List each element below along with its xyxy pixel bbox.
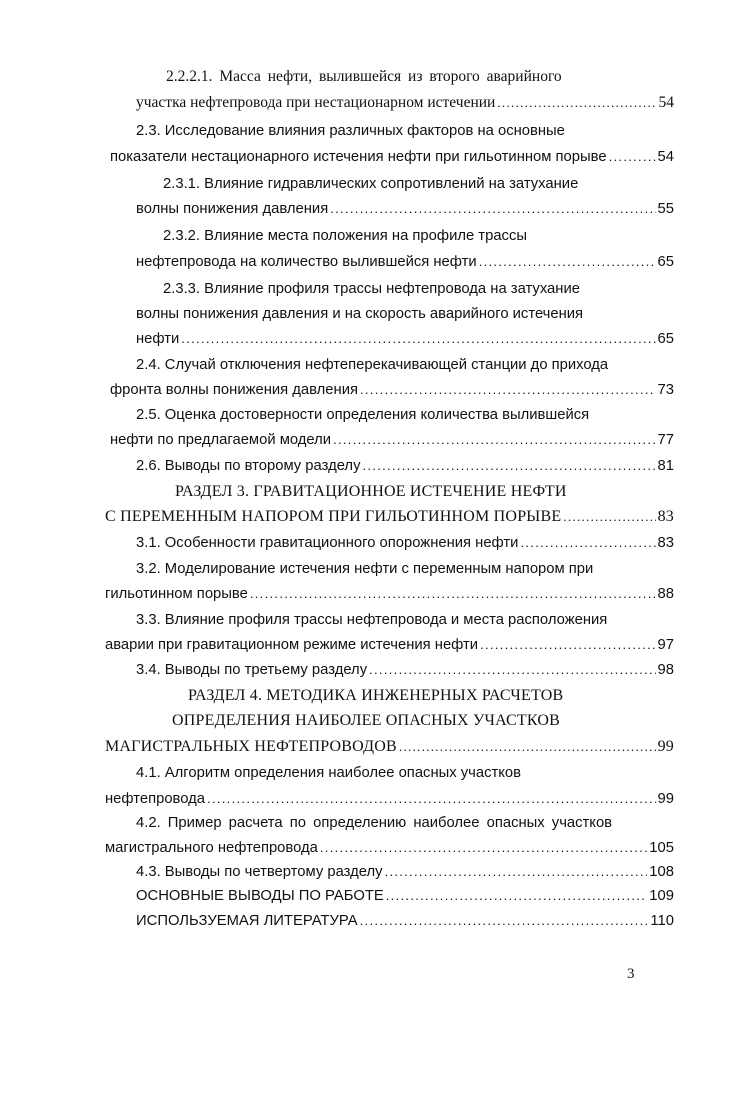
- toc-entry-text: 2.3.3. Влияние профиля трассы нефтепровода на затухание: [163, 281, 580, 297]
- toc-entry-text: волны понижения давления и на скорость аварийного истечения: [136, 306, 584, 322]
- dot-leader: [386, 886, 648, 906]
- toc-entry-line: [105, 789, 674, 809]
- toc-entry-text: 3.1. Особенности гравитационного опорожнения нефти: [136, 535, 519, 551]
- page-number: 3: [627, 966, 635, 982]
- toc-page-number: 105: [649, 840, 674, 856]
- dot-leader: [207, 789, 656, 809]
- toc-entry-line: [136, 199, 674, 219]
- toc-entry-text: РАЗДЕЛ 4. МЕТОДИКА ИНЖЕНЕРНЫХ РАСЧЕТОВ: [188, 687, 564, 704]
- toc-page-number: 54: [657, 149, 674, 165]
- toc-entry-line: [136, 911, 674, 931]
- toc-page-number: 55: [657, 201, 674, 217]
- dot-leader: [479, 252, 656, 272]
- toc-entry-text: 2.3.2. Влияние места положения на профиле трассы: [163, 228, 527, 244]
- toc-entry-text: 3.2. Моделирование истечения нефти с переменным напором при: [136, 561, 594, 577]
- toc-entry-text: нефтепровода на количество вылившейся нефти: [136, 254, 477, 270]
- toc-entry-text: нефтепровода: [105, 791, 206, 807]
- toc-entry-line: [163, 226, 623, 246]
- toc-entry-text: С ПЕРЕМЕННЫМ НАПОРОМ ПРИ ГИЛЬОТИННОМ ПОРЫВЕ: [105, 508, 562, 525]
- toc-entry-line: [136, 559, 666, 579]
- toc-page-number: 77: [657, 432, 674, 448]
- toc-entry-line: [136, 121, 656, 141]
- toc-entry-line: [136, 456, 674, 476]
- dot-leader: [250, 584, 656, 604]
- dot-leader: [609, 147, 656, 167]
- toc-entry-line: [136, 763, 616, 783]
- toc-entry-text: показатели нестационарного истечения нефти при гильотинном порыве: [110, 149, 607, 165]
- toc-entry-text: 4.1. Алгоритм определения наиболее опасных участков: [136, 765, 522, 781]
- toc-entry-line: [105, 584, 674, 604]
- toc-page-number: 99: [657, 738, 674, 755]
- toc-entry-line: [110, 380, 674, 400]
- toc-page-number: 110: [650, 913, 674, 929]
- toc-entry-text: РАЗДЕЛ 3. ГРАВИТАЦИОННОЕ ИСТЕЧЕНИЕ НЕФТИ: [175, 483, 567, 500]
- toc-entry-text: магистрального нефтепровода: [105, 840, 318, 856]
- toc-entry-text: ОСНОВНЫЕ ВЫВОДЫ ПО РАБОТЕ: [136, 888, 384, 904]
- toc-entry-line: [110, 147, 674, 167]
- toc-page-number: 83: [657, 508, 674, 525]
- dot-leader: [497, 93, 656, 113]
- toc-section-heading: [175, 482, 615, 502]
- toc-page-number: 54: [658, 94, 674, 111]
- toc-entry-line: [136, 610, 676, 630]
- toc-entry-line: [136, 886, 674, 906]
- dot-leader: [369, 660, 655, 680]
- toc-entry-text: 2.6. Выводы по второму разделу: [136, 458, 361, 474]
- dot-leader: [520, 533, 655, 553]
- toc-entry-line: [136, 405, 656, 425]
- toc-page-number: 108: [649, 864, 674, 880]
- toc-entry-line: [136, 329, 674, 349]
- dot-leader: [385, 862, 648, 882]
- toc-page-number: 65: [657, 254, 674, 270]
- toc-entry-text: нефти по предлагаемой модели: [110, 432, 332, 448]
- toc-page-number: 81: [657, 458, 674, 474]
- toc-entry-text: 2.2.2.1. Масса нефти, вылившейся из второго аварийного: [166, 68, 562, 85]
- toc-entry-text: аварии при гравитационном режиме истечения нефти: [105, 637, 479, 653]
- toc-entry-text: ИСПОЛЬЗУЕМАЯ ЛИТЕРАТУРА: [136, 913, 358, 929]
- toc-entry-text: фронта волны понижения давления: [110, 382, 358, 398]
- toc-page-number: 88: [657, 586, 674, 602]
- toc-entry-line: [166, 67, 644, 87]
- toc-entry-line: [163, 279, 663, 299]
- toc-page-number: 73: [657, 382, 674, 398]
- toc-entry-text: 4.3. Выводы по четвертому разделу: [136, 864, 383, 880]
- toc-entry-text: гильотинном порыве: [105, 586, 248, 602]
- dot-leader: [360, 911, 649, 931]
- toc-page-number: 99: [657, 791, 674, 807]
- toc-entry-text: ОПРЕДЕЛЕНИЯ НАИБОЛЕЕ ОПАСНЫХ УЧАСТКОВ: [172, 712, 560, 729]
- toc-entry-line: [136, 660, 674, 680]
- toc-page-number: 98: [657, 662, 674, 678]
- toc-entry-line: [136, 304, 656, 324]
- toc-entry-text: 2.4. Случай отключения нефтеперекачивающей станции до прихода: [136, 357, 609, 373]
- toc-entry-line: [105, 838, 674, 858]
- dot-leader: [399, 737, 656, 757]
- dot-leader: [563, 507, 655, 527]
- toc-entry-text: 2.5. Оценка достоверности определения количества вылившейся: [136, 407, 590, 423]
- toc-entry-text: МАГИСТРАЛЬНЫХ НЕФТЕПРОВОДОВ: [105, 738, 397, 755]
- toc-page-number: 97: [657, 637, 674, 653]
- toc-entry-text: участка нефтепровода при нестационарном истечении: [136, 94, 496, 111]
- dot-leader: [362, 456, 655, 476]
- toc-section-heading: [105, 737, 674, 757]
- toc-entry-line: [136, 533, 674, 553]
- toc-entry-text: 4.2. Пример расчета по определению наиболее опасных участков: [136, 815, 613, 831]
- dot-leader: [320, 838, 647, 858]
- dot-leader: [330, 199, 655, 219]
- toc-entry-text: 3.4. Выводы по третьему разделу: [136, 662, 368, 678]
- dot-leader: [360, 380, 656, 400]
- toc-entry-text: волны понижения давления: [136, 201, 329, 217]
- toc-entry-text: 2.3. Исследование влияния различных факторов на основные: [136, 123, 565, 139]
- toc-page-number: 65: [657, 331, 674, 347]
- toc-section-heading: [188, 686, 608, 706]
- toc-entry-line: [136, 93, 674, 113]
- toc-entry-text: нефти: [136, 331, 180, 347]
- toc-entry-line: [110, 430, 674, 450]
- toc-entry-line: [136, 355, 676, 375]
- dot-leader: [333, 430, 655, 450]
- toc-entry-line: [136, 813, 674, 833]
- toc-page-number: 109: [649, 888, 674, 904]
- toc-entry-text: 3.3. Влияние профиля трассы нефтепровода и места расположения: [136, 612, 608, 628]
- toc-entry-line: [136, 862, 674, 882]
- dot-leader: [480, 635, 655, 655]
- toc-section-heading: [105, 507, 674, 527]
- toc-page-number: 83: [657, 535, 674, 551]
- dot-leader: [181, 329, 655, 349]
- toc-entry-text: 2.3.1. Влияние гидравлических сопротивлений на затухание: [163, 176, 579, 192]
- toc-entry-line: [105, 635, 674, 655]
- toc-section-heading: [172, 711, 612, 731]
- toc-entry-line: [163, 174, 653, 194]
- toc-entry-line: [136, 252, 674, 272]
